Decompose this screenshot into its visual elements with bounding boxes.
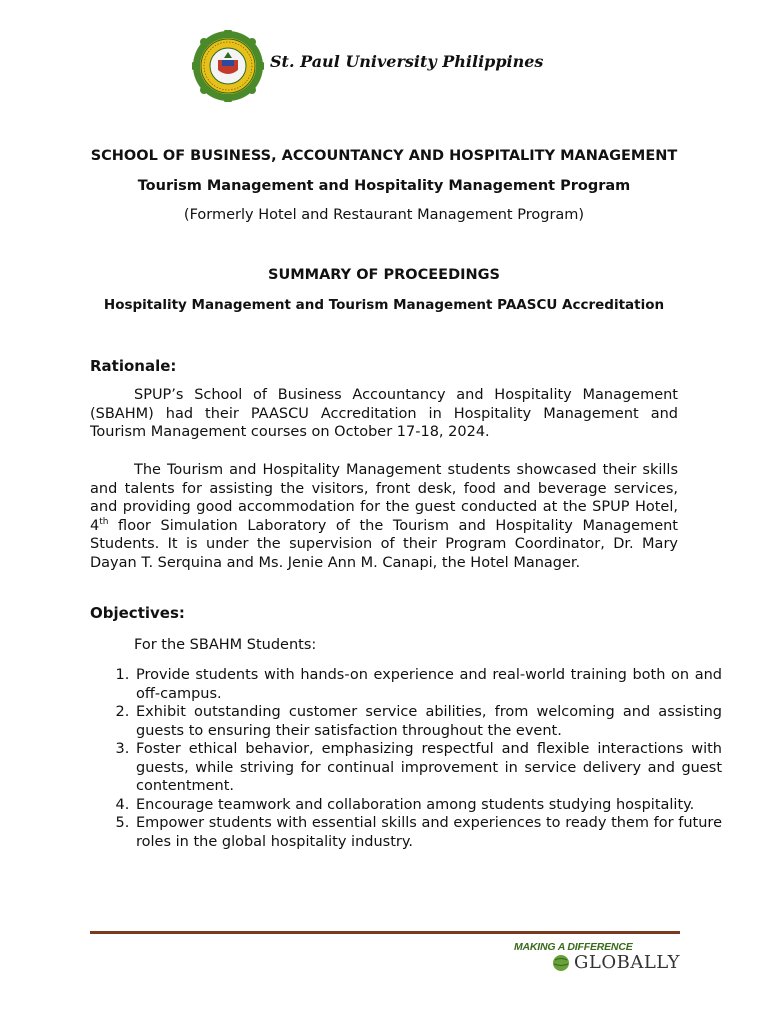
rationale-paragraph-1: SPUP’s School of Business Accountancy and Hospitality Management (SBAHM) had their PAASCU Accreditation in Hospitality Management and Tourism Management courses on October 17-18, 2024. — [90, 387, 678, 440]
rationale-heading: Rationale: — [90, 357, 177, 375]
university-name: St. Paul University Philippines — [270, 52, 544, 71]
objective-item: 4. Encourage teamwork and collaboration among students studying hospitality. — [134, 796, 722, 815]
ordinal-suffix: th — [99, 516, 109, 527]
footer-logo — [512, 940, 682, 980]
objectives-list — [90, 666, 722, 851]
accreditation-subtitle: Hospitality Management and Tourism Management PAASCU Accreditation — [103, 297, 665, 313]
footer-brand: GLOBALLY — [574, 952, 680, 973]
objectives-heading: Objectives: — [90, 604, 185, 622]
objective-item: 2. Exhibit outstanding customer service abilities, from welcoming and assisting guests to ensuring their satisfaction throughout the event. — [134, 703, 722, 740]
program-title: Tourism Management and Hospitality Management Program — [137, 178, 631, 194]
objectives-intro: For the SBAHM Students: — [134, 637, 317, 653]
footer-tagline: MAKING A DIFFERENCE — [514, 941, 633, 953]
rationale-paragraph-2-part-2: floor Simulation Laboratory of the Tourism and Hospitality Management Students. It is under the supervision of their Program Coordinator, Dr. Mary Dayan T. Serquina and Ms. Jenie Ann M. Canapi, the Hotel Manager. — [90, 517, 678, 571]
letterhead — [192, 30, 544, 110]
rationale-paragraph-2-part-1: The Tourism and Hospitality Management students showcased their skills and talents for assisting the visitors, front desk, food and beverage services, and providing good accommodation for the guest conducted at the SPUP Hotel, 4 — [90, 462, 678, 534]
university-seal-icon — [192, 30, 264, 102]
rationale-paragraph-2 — [90, 461, 678, 572]
footer-rule — [90, 931, 680, 934]
globe-icon — [552, 954, 570, 972]
summary-title: SUMMARY OF PROCEEDINGS — [268, 267, 500, 283]
school-title: SCHOOL OF BUSINESS, ACCOUNTANCY AND HOSPITALITY MANAGEMENT — [90, 148, 678, 164]
objective-item: 5. Empower students with essential skills and experiences to ready them for future roles in the global hospitality industry. — [134, 814, 722, 851]
objective-item: 3. Foster ethical behavior, emphasizing respectful and flexible interactions with guests, while striving for continual improvement in service delivery and guest contentment. — [134, 740, 722, 796]
formerly-note: (Formerly Hotel and Restaurant Management Program) — [183, 207, 585, 223]
objective-item: 1. Provide students with hands-on experience and real-world training both on and off-campus. — [134, 666, 722, 703]
